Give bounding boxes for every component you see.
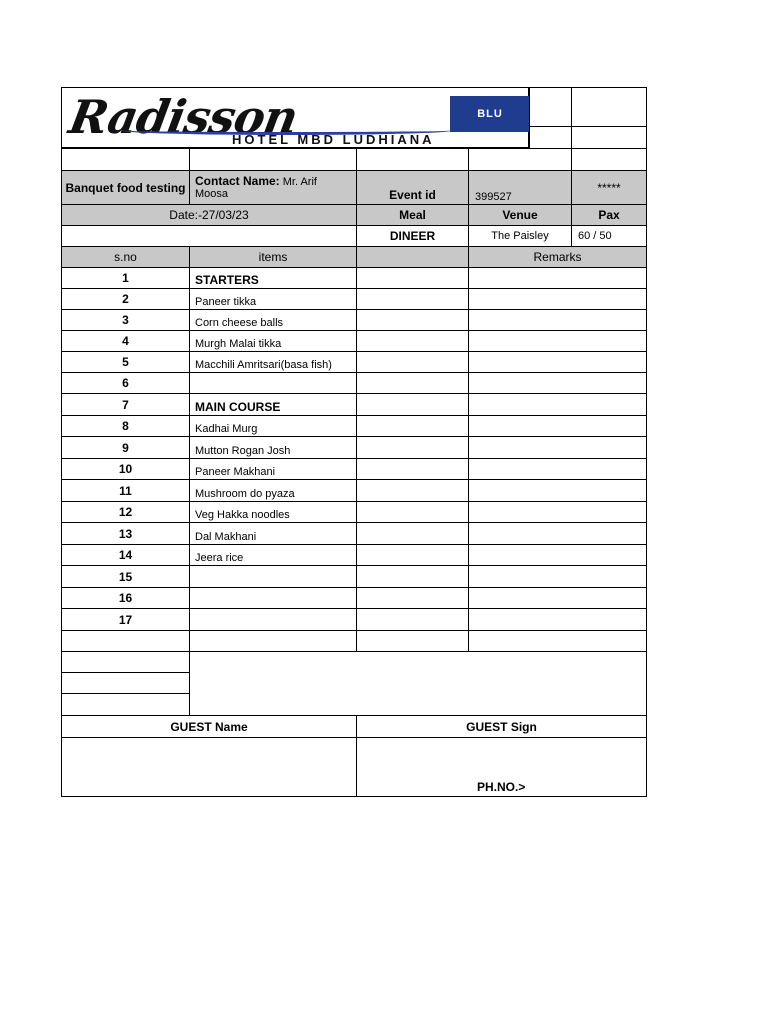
row-remarks (468, 479, 647, 502)
row-blank (356, 565, 469, 588)
row-remarks (468, 288, 647, 310)
venue-value: The Paisley (468, 225, 572, 247)
logo-subtitle: HOTEL MBD LUDHIANA (232, 132, 435, 147)
row-blank (356, 522, 469, 545)
blank-cell (571, 126, 647, 149)
row-blank (356, 479, 469, 502)
row-item: Paneer Makhani (189, 458, 357, 480)
row-blank (356, 267, 469, 289)
row-blank (356, 501, 469, 523)
guest-sign-label: GUEST Sign (356, 715, 647, 738)
row-remarks (468, 522, 647, 545)
blank-cell (61, 651, 190, 673)
row-remarks (468, 608, 647, 631)
row-remarks (468, 436, 647, 459)
row-item: Murgh Malai tikka (189, 330, 357, 352)
row-number: 8 (61, 415, 190, 437)
blank-cell (571, 87, 647, 127)
blank-cell (468, 148, 572, 171)
pax-value: 60 / 50 (571, 225, 647, 247)
contact-name (189, 170, 357, 205)
pax-label: Pax (571, 204, 647, 226)
row-item: Dal Makhani (189, 522, 357, 545)
blank-cell (356, 148, 469, 171)
event-id-label: Event id (356, 170, 469, 205)
row-number: 4 (61, 330, 190, 352)
contact-value: Mr. Arif Moosa (195, 176, 317, 200)
row-remarks (468, 565, 647, 588)
row-blank (356, 330, 469, 352)
blank-cell (571, 148, 647, 171)
event-id-value: 399527 (468, 170, 572, 205)
row-blank (356, 608, 469, 631)
blank-cell (189, 148, 357, 171)
row-item: Mutton Rogan Josh (189, 436, 357, 459)
food-testing-form (61, 87, 647, 797)
row-remarks (468, 330, 647, 352)
blank-cell (189, 630, 357, 652)
row-blank (356, 393, 469, 416)
row-number: 17 (61, 608, 190, 631)
row-item: Jeera rice (189, 544, 357, 566)
blank-cell (61, 630, 190, 652)
row-blank (356, 436, 469, 459)
row-remarks (468, 372, 647, 394)
column-header-remarks: Remarks (468, 246, 647, 268)
row-item: MAIN COURSE (189, 393, 357, 416)
row-blank (356, 587, 469, 609)
row-number: 15 (61, 565, 190, 588)
blank-cell (356, 630, 469, 652)
row-number: 7 (61, 393, 190, 416)
row-blank (356, 458, 469, 480)
row-item: Mushroom do pyaza (189, 479, 357, 502)
masked-value: ***** (571, 170, 647, 205)
row-blank (356, 309, 469, 331)
blank-cell (61, 225, 357, 247)
row-number: 10 (61, 458, 190, 480)
row-remarks (468, 415, 647, 437)
row-number: 6 (61, 372, 190, 394)
blank-cell (468, 630, 647, 652)
row-remarks (468, 458, 647, 480)
row-item: Paneer tikka (189, 288, 357, 310)
column-header-items: items (189, 246, 357, 268)
row-item (189, 608, 357, 631)
row-remarks (468, 393, 647, 416)
row-blank (356, 415, 469, 437)
row-item (189, 587, 357, 609)
meal-value: DINEER (356, 225, 469, 247)
logo-wordmark: Radisson (65, 90, 302, 144)
notes-area (189, 651, 647, 716)
row-item: Veg Hakka noodles (189, 501, 357, 523)
row-number: 1 (61, 267, 190, 289)
row-number: 12 (61, 501, 190, 523)
row-number: 11 (61, 479, 190, 502)
row-remarks (468, 501, 647, 523)
event-name: Banquet food testing (61, 170, 190, 205)
row-remarks (468, 309, 647, 331)
contact-label: Contact Name: (195, 174, 280, 188)
row-item: STARTERS (189, 267, 357, 289)
row-remarks (468, 267, 647, 289)
guest-name-label: GUEST Name (61, 715, 357, 738)
row-number: 9 (61, 436, 190, 459)
column-header-sno: s.no (61, 246, 190, 268)
event-date: Date:-27/03/23 (61, 204, 357, 226)
row-remarks (468, 544, 647, 566)
guest-sign-field (356, 737, 647, 797)
meal-label: Meal (356, 204, 469, 226)
row-blank (356, 544, 469, 566)
row-item: Kadhai Murg (189, 415, 357, 437)
row-number: 16 (61, 587, 190, 609)
blank-cell (529, 126, 572, 149)
venue-label: Venue (468, 204, 572, 226)
row-item (189, 372, 357, 394)
row-number: 3 (61, 309, 190, 331)
blank-cell (61, 148, 190, 171)
logo-badge: BLU (450, 96, 530, 132)
blank-cell (529, 87, 572, 127)
phone-label: PH.NO.> (477, 780, 526, 794)
row-item (189, 565, 357, 588)
row-item: Corn cheese balls (189, 309, 357, 331)
row-number: 2 (61, 288, 190, 310)
blank-cell (61, 672, 190, 694)
hotel-logo (61, 87, 529, 148)
row-number: 14 (61, 544, 190, 566)
row-blank (356, 372, 469, 394)
row-number: 13 (61, 522, 190, 545)
row-number: 5 (61, 351, 190, 373)
row-blank (356, 288, 469, 310)
row-remarks (468, 351, 647, 373)
column-header-blank (356, 246, 469, 268)
row-blank (356, 351, 469, 373)
blank-cell (61, 693, 190, 716)
row-item: Macchili Amritsari(basa fish) (189, 351, 357, 373)
row-remarks (468, 587, 647, 609)
guest-name-field (61, 737, 357, 797)
